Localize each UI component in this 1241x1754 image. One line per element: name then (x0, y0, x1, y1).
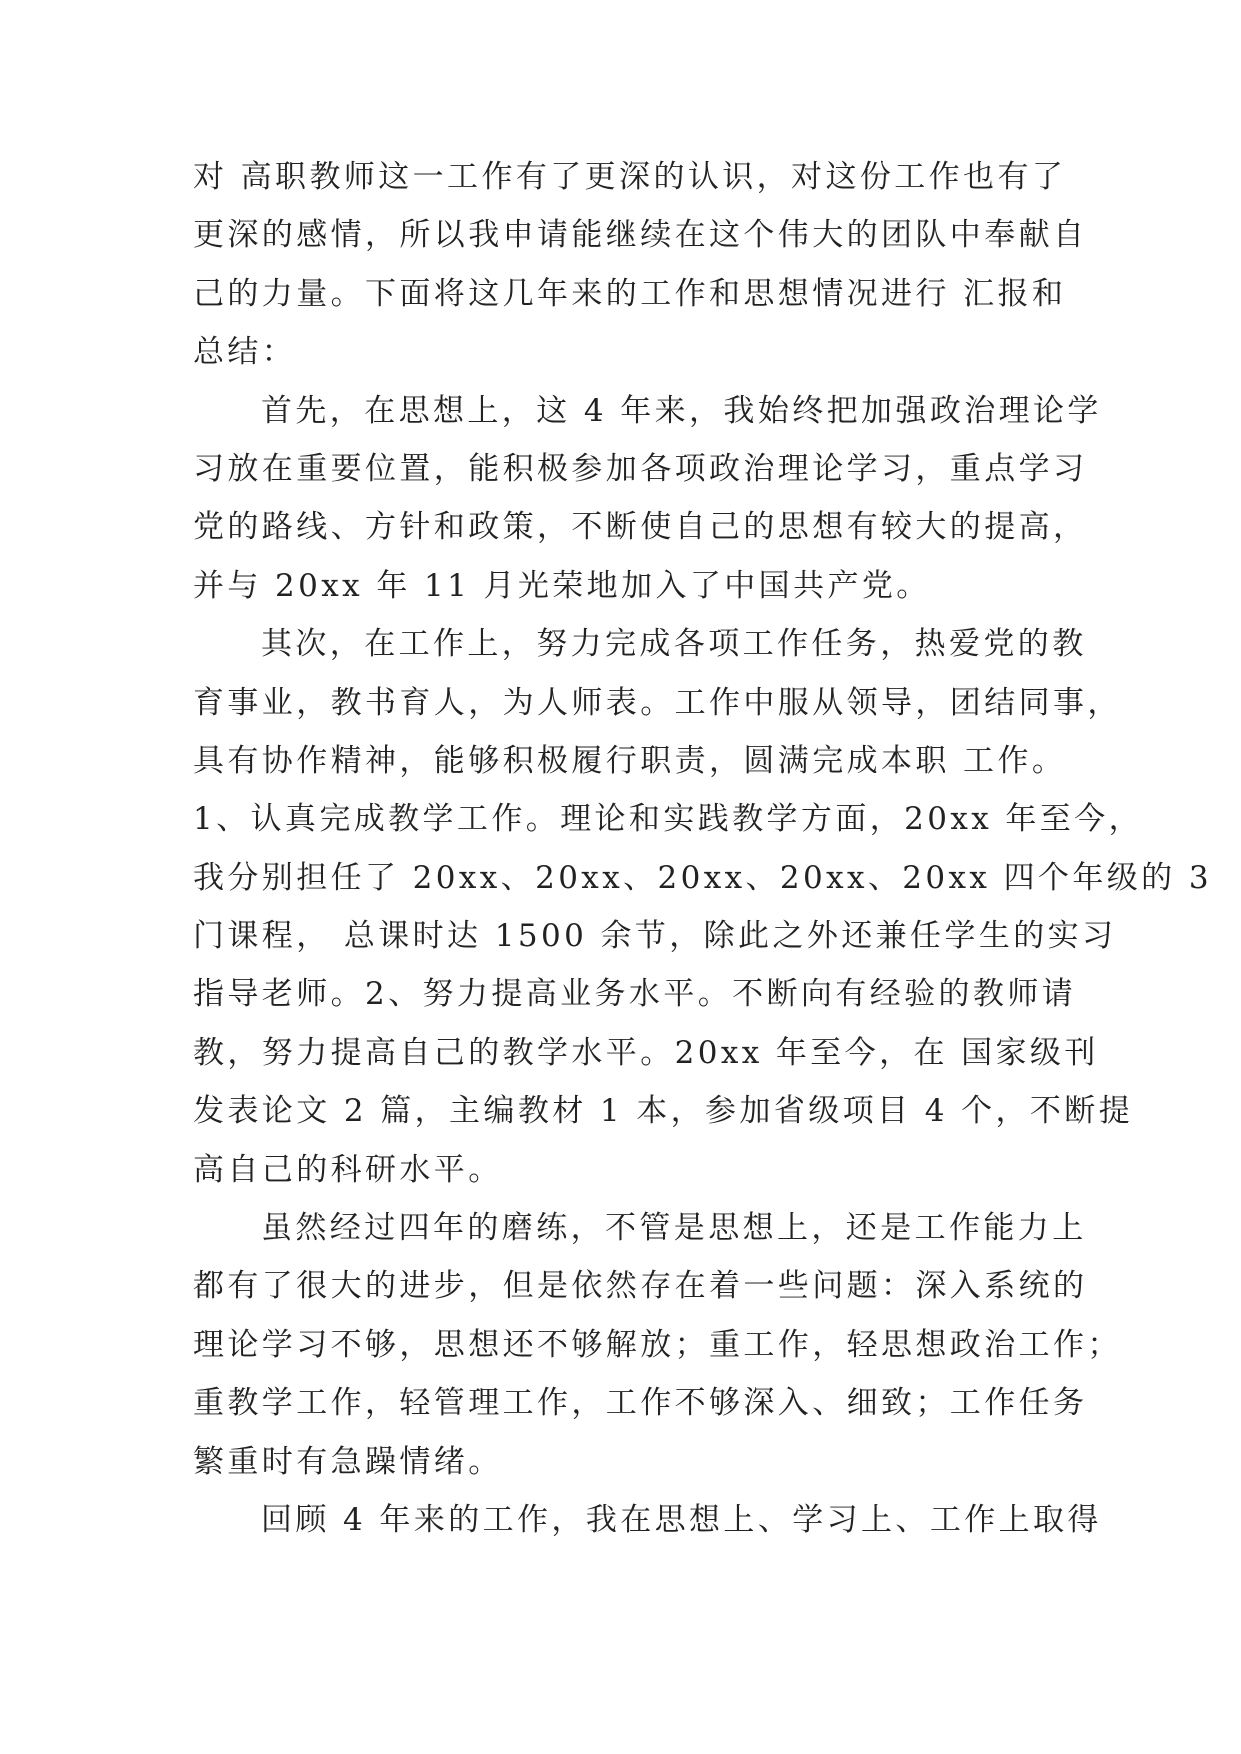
text-line: 总结： (193, 334, 297, 371)
paragraph-first-line: 其次，在工作上，努力完成各项工作任务，热爱党的教 (261, 626, 1087, 663)
text-line: 指导老师。2、努力提高业务水平。不断向有经验的教师请 (193, 976, 1077, 1013)
text-line: 更深的感情，所以我申请能继续在这个伟大的团队中奉献自 (193, 217, 1088, 254)
text-line: 理论学习不够，思想还不够解放；重工作，轻思想政治工作； (193, 1326, 1122, 1363)
text-line: 党的路线、方针和政策，不断使自己的思想有较大的提高， (193, 509, 1088, 546)
body-text (193, 148, 1212, 1549)
paragraph-first-line: 首先，在思想上，这 4 年来，我始终把加强政治理论学 (261, 392, 1102, 429)
text-line: 对 高职教师这一工作有了更深的认识，对这份工作也有了 (193, 159, 1067, 195)
text-line: 门课程， 总课时达 1500 余节，除此之外还兼任学生的实习 (193, 918, 1117, 955)
text-line: 己的力量。下面将这几年来的工作和思想情况进行 汇报和 (193, 275, 1067, 312)
text-line: 繁重时有急躁情绪。 (193, 1443, 503, 1480)
text-line: 1、认真完成教学工作。理论和实践教学方面，20xx 年至今， (193, 801, 1143, 838)
paragraph-first-line: 虽然经过四年的磨练，不管是思想上，还是工作能力上 (261, 1210, 1087, 1247)
text-line: 重教学工作，轻管理工作，工作不够深入、细致；工作任务 (193, 1385, 1088, 1422)
text-line: 我分别担任了 20xx、20xx、20xx、20xx、20xx 四个年级的 3 (193, 859, 1212, 896)
text-line: 并与 20xx 年 11 月光荣地加入了中国共产党。 (193, 567, 931, 604)
paragraph-first-line: 回顾 4 年来的工作，我在思想上、学习上、工作上取得 (261, 1501, 1102, 1538)
text-line: 育事业，教书育人，为人师表。工作中服从领导，团结同事， (193, 684, 1122, 721)
text-line: 习放在重要位置，能积极参加各项政治理论学习，重点学习 (193, 450, 1088, 487)
text-line: 教，努力提高自己的教学水平。20xx 年至今，在 国家级刊 (193, 1034, 1099, 1071)
text-line: 都有了很大的进步，但是依然存在着一些问题：深入系统的 (193, 1268, 1088, 1305)
text-line: 发表论文 2 篇，主编教材 1 本，参加省级项目 4 个，不断提 (193, 1093, 1134, 1130)
text-line: 具有协作精神，能够积极履行职责，圆满完成本职 工作。 (193, 742, 1067, 779)
text-line: 高自己的科研水平。 (193, 1151, 503, 1188)
